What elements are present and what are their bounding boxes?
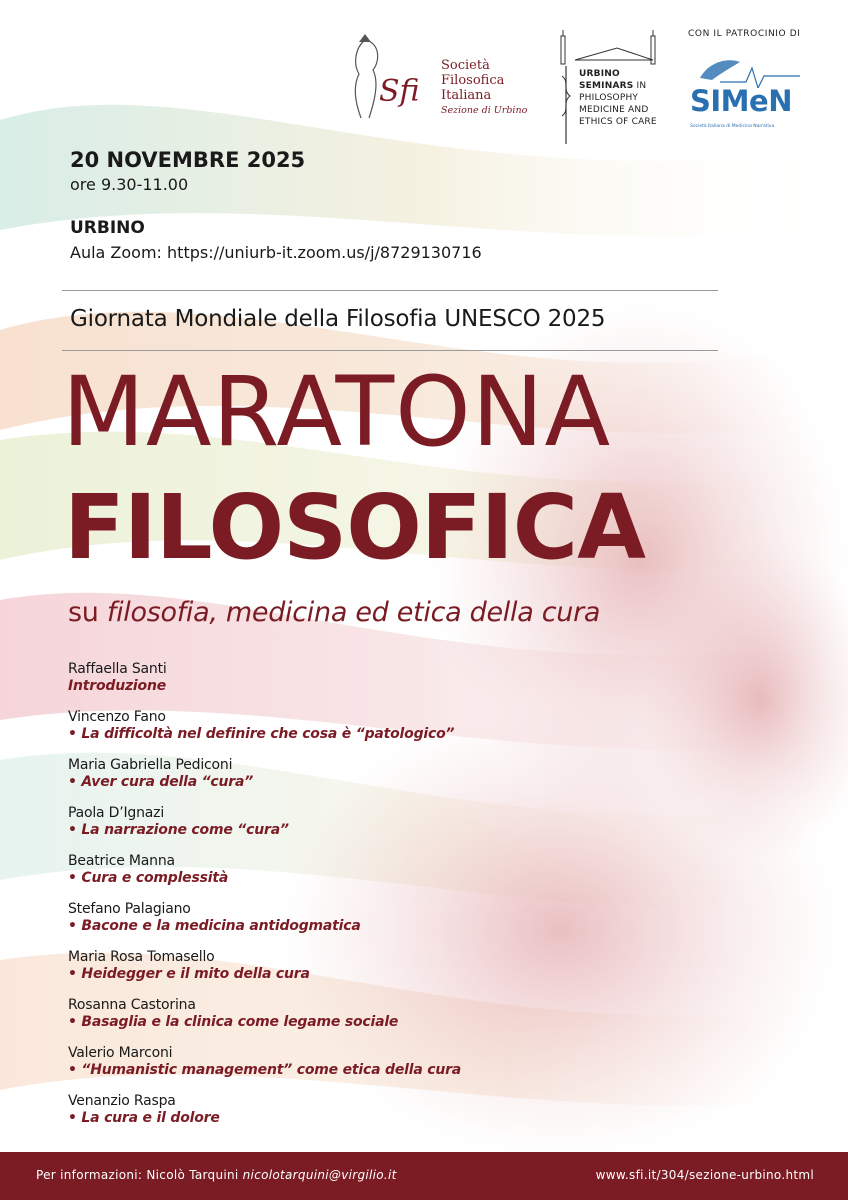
contact-email-link[interactable]: nicolotarquini@virgilio.it xyxy=(242,1168,397,1182)
usm-line: URBINO xyxy=(579,69,620,79)
talk-title: • Basaglia e la clinica come legame sociale xyxy=(68,1014,399,1030)
title-line-1: MARATONA xyxy=(62,356,612,468)
event-date: 20 NOVEMBRE 2025 xyxy=(70,148,306,172)
speaker-name: Venanzio Raspa xyxy=(68,1093,176,1109)
event-occasion: Giornata Mondiale della Filosofia UNESCO 2025 xyxy=(70,306,606,332)
simen-logo xyxy=(690,58,820,138)
divider xyxy=(62,350,718,351)
sfi-mark: Sfi xyxy=(379,74,420,109)
usm-in: IN xyxy=(633,81,647,91)
footer-bar xyxy=(0,1152,848,1200)
sfi-section: Sezione di Urbino xyxy=(441,105,528,116)
event-time: ore 9.30-11.00 xyxy=(70,175,189,194)
speaker-name: Stefano Palagiano xyxy=(68,901,191,917)
list-item xyxy=(68,949,588,997)
talk-title: • La cura e il dolore xyxy=(68,1110,220,1126)
talk-title: • La narrazione come “cura” xyxy=(68,822,289,838)
list-item xyxy=(68,1093,588,1141)
tower-icon xyxy=(557,30,667,66)
subtitle-prefix: su xyxy=(68,597,107,628)
event-subtitle xyxy=(68,597,600,628)
sfi-line: Filosofica xyxy=(441,73,505,88)
speaker-name: Rosanna Castorina xyxy=(68,997,196,1013)
list-item xyxy=(68,757,588,805)
speaker-list xyxy=(68,661,588,1141)
speaker-name: Maria Gabriella Pediconi xyxy=(68,757,233,773)
usm-line: SEMINARS xyxy=(579,81,634,91)
list-item xyxy=(68,901,588,949)
patronage-label: CON IL PATROCINIO DI xyxy=(688,29,801,39)
speaker-name: Raffaella Santi xyxy=(68,661,167,677)
sfi-logo xyxy=(345,30,535,130)
zoom-link[interactable]: Aula Zoom: https://uniurb-it.zoom.us/j/8729130716 xyxy=(70,243,482,262)
divider xyxy=(62,290,718,291)
talk-title: • Heidegger e il mito della cura xyxy=(68,966,310,982)
usm-line: ETHICS OF CARE xyxy=(579,117,657,127)
talk-title: • Cura e complessità xyxy=(68,870,229,886)
usm-line: MEDICINE AND xyxy=(579,105,649,115)
website-link[interactable]: www.sfi.it/304/sezione-urbino.html xyxy=(595,1168,814,1182)
sfi-line: Italiana xyxy=(441,88,492,103)
event-city: URBINO xyxy=(70,218,145,238)
speaker-name: Beatrice Manna xyxy=(68,853,175,869)
speaker-name: Maria Rosa Tomasello xyxy=(68,949,215,965)
talk-title: • Aver cura della “cura” xyxy=(68,774,254,790)
contact-label: Per informazioni: Nicolò Tarquini xyxy=(36,1168,243,1182)
talk-title: • La difficoltà nel definire che cosa è “patologico” xyxy=(68,726,455,742)
usm-line: PHILOSOPHY xyxy=(579,93,639,103)
sfi-line: Società xyxy=(441,58,490,73)
speaker-name: Vincenzo Fano xyxy=(68,709,166,725)
list-item xyxy=(68,853,588,901)
sfi-name xyxy=(441,58,527,118)
simen-subtitle: Società Italiana di Medicina Narrativa xyxy=(690,124,775,129)
urbino-seminars-logo xyxy=(557,30,667,140)
caduceus-icon xyxy=(559,66,573,146)
list-item xyxy=(68,997,588,1045)
title-line-2: FILOSOFICA xyxy=(64,475,645,579)
list-item xyxy=(68,661,588,709)
simen-wordmark: SIMeN xyxy=(690,84,792,118)
list-item xyxy=(68,805,588,853)
urbino-seminars-text xyxy=(579,68,657,128)
talk-title: Introduzione xyxy=(68,678,167,694)
list-item xyxy=(68,1045,588,1093)
list-item xyxy=(68,709,588,757)
speaker-name: Paola D’Ignazi xyxy=(68,805,165,821)
talk-title: • “Humanistic management” come etica della cura xyxy=(68,1062,462,1078)
speaker-name: Valerio Marconi xyxy=(68,1045,173,1061)
subtitle-topic: filosofia, medicina ed etica della cura xyxy=(106,597,601,628)
contact-info xyxy=(36,1168,397,1182)
talk-title: • Bacone e la medicina antidogmatica xyxy=(68,918,361,934)
